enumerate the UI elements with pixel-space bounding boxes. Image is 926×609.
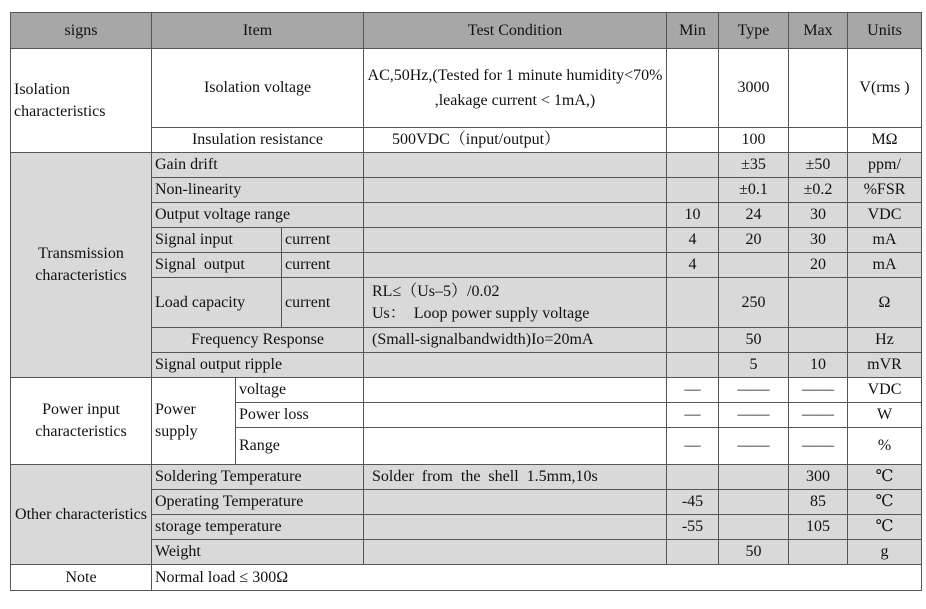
type-cell: 24 [719,203,789,228]
min-cell [667,128,719,153]
item-cell: Output voltage range [152,203,364,228]
item-cell: Gain drift [152,153,364,178]
unit-cell: Ω [848,278,922,328]
header-signs: signs [11,13,152,49]
unit-cell: mA [848,253,922,278]
min-cell [667,178,719,203]
unit-cell: mA [848,228,922,253]
max-cell: —— [789,428,848,465]
max-cell [789,278,848,328]
item-cell: Signal output [152,253,282,278]
item-cell: Soldering Temperature [152,465,364,490]
table-row [11,378,922,403]
min-cell: — [667,403,719,428]
section-other: Other characteristics [11,465,152,565]
type-cell: 250 [719,278,789,328]
header-item: Item [152,13,364,49]
unit-cell: g [848,540,922,565]
item-cell: Non-linearity [152,178,364,203]
max-cell: 300 [789,465,848,490]
note-text: Normal load ≤ 300Ω [152,565,922,591]
group-power-supply: Power supply [152,378,236,465]
unit-cell: Hz [848,328,922,353]
note-label: Note [11,565,152,591]
unit-cell: VDC [848,378,922,403]
note-row [11,565,922,591]
type-cell: 100 [719,128,789,153]
section-isolation: Isolation characteristics [11,49,152,153]
table-row [11,153,922,178]
item-cell: Frequency Response [152,328,364,353]
min-cell: 4 [667,253,719,278]
section-transmission: Transmission characteristics [11,153,152,378]
unit-cell: % [848,428,922,465]
type-cell: 50 [719,328,789,353]
max-cell: 20 [789,253,848,278]
min-cell [667,49,719,128]
max-cell: —— [789,403,848,428]
min-cell [667,465,719,490]
condition-cell [364,278,667,328]
spec-table [10,12,922,591]
header-min: Min [667,13,719,49]
type-cell: —— [719,428,789,465]
min-cell: -45 [667,490,719,515]
max-cell: 105 [789,515,848,540]
condition-cell: AC,50Hz,(Tested for 1 minute humidity<70% ,leakage current < 1mA,) [364,49,667,128]
min-cell: -55 [667,515,719,540]
header-type: Type [719,13,789,49]
type-cell: ±0.1 [719,178,789,203]
item-cell: Power loss [236,403,364,428]
min-cell [667,328,719,353]
max-cell [789,128,848,153]
condition-cell [364,228,667,253]
max-cell: —— [789,378,848,403]
max-cell: ±0.2 [789,178,848,203]
item-cell: voltage [236,378,364,403]
condition-cell [364,203,667,228]
condition-cell [364,490,667,515]
item-cell: Isolation voltage [152,49,364,128]
sub-item-cell: current [282,253,364,278]
min-cell [667,153,719,178]
section-power: Power input characteristics [11,378,152,465]
condition-cell [364,353,667,378]
max-cell [789,328,848,353]
header-units: Units [848,13,922,49]
item-cell: Signal output ripple [152,353,364,378]
max-cell: 30 [789,228,848,253]
unit-cell: MΩ [848,128,922,153]
sub-item-cell: current [282,228,364,253]
min-cell: 10 [667,203,719,228]
type-cell: —— [719,378,789,403]
sub-item-cell: current [282,278,364,328]
type-cell: ±35 [719,153,789,178]
max-cell [789,49,848,128]
type-cell: 5 [719,353,789,378]
unit-cell: VDC [848,203,922,228]
unit-cell: W [848,403,922,428]
type-cell: —— [719,403,789,428]
item-cell: Operating Temperature [152,490,364,515]
condition-cell [364,428,667,465]
table-row [11,49,922,128]
max-cell: 30 [789,203,848,228]
type-cell: 50 [719,540,789,565]
min-cell: — [667,428,719,465]
type-cell [719,490,789,515]
item-cell: Insulation resistance [152,128,364,153]
unit-cell: %FSR [848,178,922,203]
condition-cell [364,540,667,565]
condition-cell [364,403,667,428]
min-cell [667,540,719,565]
unit-cell: mVR [848,353,922,378]
type-cell [719,515,789,540]
unit-cell: ℃ [848,515,922,540]
table-row [11,465,922,490]
type-cell [719,465,789,490]
header-test-condition: Test Condition [364,13,667,49]
type-cell: 20 [719,228,789,253]
min-cell [667,278,719,328]
item-cell: storage temperature [152,515,364,540]
min-cell: 4 [667,228,719,253]
type-cell: 3000 [719,49,789,128]
min-cell: — [667,378,719,403]
max-cell: 85 [789,490,848,515]
header-max: Max [789,13,848,49]
condition-cell [364,378,667,403]
condition-cell [364,253,667,278]
unit-cell: ppm/ [848,153,922,178]
item-cell: Load capacity [152,278,282,328]
condition-cell [364,515,667,540]
max-cell: 10 [789,353,848,378]
max-cell [789,540,848,565]
item-cell: Weight [152,540,364,565]
condition-cell: (Small-signalbandwidth)Io=20mA [364,328,667,353]
unit-cell: ℃ [848,490,922,515]
condition-cell: 500VDC（input/output） [364,128,667,153]
condition-cell [364,153,667,178]
condition-cell [364,178,667,203]
max-cell: ±50 [789,153,848,178]
header-row [11,13,922,49]
unit-cell: V(rms ) [848,49,922,128]
min-cell [667,353,719,378]
condition-cell: Solder from the shell 1.5mm,10s [364,465,667,490]
condition-line: Us： Loop power supply voltage [372,304,590,322]
unit-cell: ℃ [848,465,922,490]
type-cell [719,253,789,278]
item-cell: Range [236,428,364,465]
item-cell: Signal input [152,228,282,253]
condition-line: RL≤（Us–5）/0.02 [372,282,500,300]
